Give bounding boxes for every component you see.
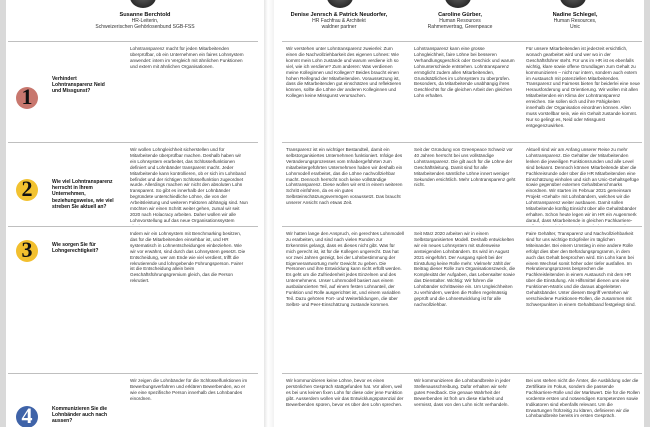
person-org: Rahmenvertrag, Greenpeace	[427, 24, 493, 30]
answer-cell: Indem wir ein Lohnsystem mit Benchmarking besitzen, das für die Mitarbeitenden einsehbar ist, und HR systematisch in Lohnentscheidungen einbeziehen. Wie wir vor erwähnt, sind durch das Lohnsystem gesetzt. Die Entscheidung, wer am Ende wie viel verdient, trifft die rekrutierende und lohngebende Führungsperson. Fairer ist die Entscheidung allein beim Geschäftsführungsgremium gleich, das die Person rekrutiert.	[130, 231, 246, 284]
avatar	[445, 0, 471, 8]
person-org: waldner partner	[321, 24, 357, 30]
persons-header	[0, 0, 650, 40]
answer-cell: Aktuell sind wir am Anfang unserer Reise zu mehr Lohntransparenz. Die Gehälter der Mitarbeitenden lenken die jeweiligen Funktionsrunden und alle Level sind bekannt. Dennoch können Mitarbeitende über die Fachkreisrunde oder über die HR Mitarbeitenden eine Einschätzung einholen und sich an Unic-Gehaltsgefüge sowie gegenüber externen Gehaltsbenchmarks einordnen. Wir starten im Februar 2021 gemeinsam Projekt «Gehalt» mit Lohnbändern, welches wir die Lohntransparenz weiter ausbauen. Damit sollen Mitarbeitende künftig Einsicht über alle Gehaltsbänder erhalten. Schon heute legen wir im HR ein Augenmerk darauf, dass Mitarbeitende in gleichen Fachkarriere-	[526, 147, 639, 223]
answer-cell: Für unsere Mitarbeitenden ist jederzeit ersichtlich, wonach gearbeitet wird und wer wo in der Geschäftsführer steht. Für uns im HR ist es ebenfalls wichtig, klare sowie offene Grundlagen zum Gehalt zu kommunizieren – nicht nur intern, sondern auch extern im Austausch mit potenziellen Mitarbeitenden. Transparenz und Fairness bieten für beiderlei eine neue Herausforderung und Orientierung. Wir wollen mit allen Mitarbeitenden ein Klima der Lohntransparenz erreichen. Sie sollen sich und ihre Fähigkeiten innerhalb der Organisation einordnen können. Allen muss vorstellbar sein, wie ein Gehalt zustande kommt. Nur so gelingt es, Neid oder Missgunst entgegenzuwirken.	[526, 46, 640, 128]
answer-cell: Transparenz ist ein wichtiger Bestandteil, damit ein selbstorganisiertes Unternehmen funktioniert. Infolge des Veränderungsprozesses vom Inhabergeführten zum mitarbeitergeführten Unternehmen haben wir deshalb ein Lohnmodell erarbeitet, das die Löhne nachvollziehbar macht. Dennoch herrscht noch keine vollständige Lohntransparenz. Diese wollen wir erst in einem weiteren Schritt einführen, da es ein gutes Selbsteinschätzungsvermögen voraussetzt. Das braucht unserer Ansicht nach etwas Zeit.	[286, 147, 403, 206]
person-schlegel	[530, 12, 620, 30]
row-number: 2	[21, 176, 33, 201]
answer-cell: Wir wollen Lohngleichheit sicherstellen und für Mitarbeitende überprüfbar machen. Deshalb haben wir ein Lohnsystem erarbeitet, das Schlüsselfunktionen definiert und Lohnbänder transparent macht. Jeder Mitarbeitende kann kontrollieren, ob er sich im Lohnband befindet und der richtigen Schlüsselfunktion zugeordnet wurde. Allerdings machen wir nicht den absoluten Lohn transparent. So gibt es innerhalb der Lohnbänder begründete unterschiedliche Löhne, die von der Arbeitsleistung und weiteren Faktoren abhängig sind. Nun möchten wir einen Schritt weiter gehen, zumal wir seit 2020 nach Holacracy arbeiten. Daher wollen wir alle Lohnvorstellung auf das neue Organisationssystem	[130, 147, 248, 223]
divider	[282, 226, 642, 227]
answer-cell: Wir zeigen die Lohnbänder für die Schlüsselfunktionen im Bewerbungsverfahren und erklären Bewerbenden, wo er wie eine spezifische Person innerhalb des Lohnbandes einordnen.	[130, 378, 248, 401]
answer-cell: Bei uns stehen nicht die Ämter, die Ausbildung oder die Zertifikate im Fokus, sondern die passende Fachkarriere-Rolle und der Marktwert. Die für die Rollen vorderste ersten und notwendigen Kompetenzen sowie Indikatoren sind ebenfalls relevant. Um die Erwartungen frühzeitig zu klären, definieren wir die Lohnbandbreite bereits im ersten Gespräch.	[526, 378, 640, 419]
person-name: Susanne Berchtold	[119, 12, 171, 18]
answer-cell: Wir kommunizieren keine Löhne, bevor es einen persönlichen Gespräch stattgefunden hat. Vor allem, weil es bei uns keinen fixen Lohn für diese oder jene Funktion gibt. Ausserdem wollen wir das Entwicklungspotenzial der Bewerbenden spüren, bevor es über den Lohn sprechen.	[286, 378, 404, 407]
question-label: Kommunizieren Sie die Lohnbänder auch nach aussen?	[52, 406, 108, 425]
row-number: 1	[21, 84, 33, 109]
person-role: Human Resources	[439, 18, 481, 24]
person-name: Nadine Schlegel,	[552, 12, 598, 18]
answer-cell: Wir hatten lange den Anspruch, ein gerechtes Lohnmodell zu erarbeiten, und sind nach vielen Runden zur Erkenntnis gelangt, dass es dieses nicht gibt. Was für mich gerecht ist, ist für die Kollegen ungerecht. Das hat vor zwei Jahren gezeigt, bei der Lohnbestimmung der Eigenverantwortung mehr Gewicht zu geben. Die Personen und ihre Entwicklung kann nicht erfüllt werden. Es geht um die Zufriedenheit jedes Einzelnen und des Unternehmens. Unser Lohnmodell basiert aus einem ausbalancierten Teil, auf einem festen Lohnanteil, der Funktion und Rolle ausgerichtet ist, und einem variablen Teil. Dazu gehören Fort- und Weiterbildungen, die über Selbst- und Peer-Einschätzung zustande kommen.	[286, 231, 404, 307]
person-guerber	[410, 12, 510, 30]
answer-cell: Faire Gehälter, Transparenz und Nachvollziehbarkeit sind für uns wichtige Eckpfeiler im täglichen Miteinander. Bei einem Umstieg in eine andere Rolle erfolgt dies über den Befürdungsprogramm, in dem auch das Gehalt besprochen wird. Ein Lohn kann bei einem Wechsel somit höher oder tiefer ausfallen. Im Rekrutierungsprozess besprechen die Fachkreisleitenden in einem Austausch mit dem HR über die Einstufung. Als Hilfsmittel dienen uns eine Funktionen-Matrix und die daraus abgeleiteten Gehaltsbänder. Unter diesem Begriff verstehen wir verschiedene Funktionen-Rollen, die zusammen mit Schwerpunkten in einem Gehaltsband festgelegt sind.	[526, 231, 636, 307]
row-1	[0, 44, 650, 140]
answer-cell: Lohntransparenz macht für jeden Mitarbeitenden überprüfbar, ob ein Unternehmen ein faires Lohnsystem anwendet: intern im Vergleich mit ähnlichen Funktionen und extern mit ähnlichen Organisationen.	[130, 46, 244, 69]
person-jenrsch-neudorfer	[280, 12, 398, 30]
answer-cell: Wir kommunizieren die Lohnbandbreite in jeder Stellenausschreibung. Dafür erhalten wir sehr gutes Feedback. Die genaue Wahrheit der Bewerbenden ist froh um diese Klarheit und vermisst, dass von den Lohn nicht verhandeln.	[414, 378, 511, 407]
person-role: Human Resources,	[553, 18, 597, 24]
answer-cell: Lohntransparenz kann eine grosse Lohngleichheit, faire Löhne bei besseren Verhandlungsgeschick oder Geschick und warum Lohnunterschiede entstehen. Lohntransparenz ermöglicht zudem allen Mitarbeitenden, Grundsätzliches im Lohnsystem zu überprüfen. Besonders, da Mitarbeitende unabhängig ihres Geschlechts für die gleichen Arbeit den gleichen Lohn erhalten.	[414, 46, 515, 99]
question-label: Wie viel Lohntransparenz herrscht in Ihrem Unternehmen, beziehungsweise, wie viel streben Sie aktuell an?	[52, 179, 114, 210]
row-4	[0, 376, 650, 427]
question-label: Verhindert Lohntransparenz Neid und Missgunst?	[52, 76, 105, 95]
divider	[282, 41, 642, 42]
person-org: Schweizerischen Gehörlosenbund SGB-FSS	[95, 24, 195, 30]
person-org: Unic	[569, 24, 580, 30]
avatar	[130, 0, 156, 8]
person-role: HR Fachfrau & Architekt	[312, 18, 366, 24]
question-label: Wie sorgen Sie für Lohngerechtigkeit?	[52, 242, 99, 255]
divider	[282, 142, 642, 143]
person-name: Caroline Gürber,	[438, 12, 482, 18]
divider	[8, 41, 258, 42]
person-berchtold	[90, 12, 200, 30]
divider	[8, 373, 258, 374]
divider	[282, 373, 642, 374]
row-3	[0, 229, 650, 371]
avatar	[560, 0, 586, 8]
answer-cell: Wir verstehen unter Lohntransparenz zweierlei: Zum einen die Nachvollziehbarkeit des eigenen Lohnes: Wie kommt mein Lohn zustande und warum verdiene ich so viel, wie ich verdiene? Zum anderen: Was verdienen meine Kolleginnen und Kollegen? Beides braucht einen hohen Reifegrad der Mitarbeitenden. Voraussetzung ist, dass die Mitarbeitenden gut einschätzen und reflektieren können, sollte die Löhne der anderen Kolleginnen und Kollegen keine Missgunst verursachen.	[286, 46, 402, 99]
person-role: HR-Leiterin,	[131, 18, 159, 24]
row-2	[0, 145, 650, 225]
answer-cell: Seit März 2020 arbeiten wir in einem Selbstorganisierten Modell. Deshalb entwickelten wir ein neues Lohnsystem mit stufenweise ansteigenden Lohnbändern. Es wird im August 2021 eingeführt. Der Ausgang spielt bei der Einstufung keine Rolle mehr. Vielmehr zählt der Beitrag dieser Rolle zum Organisationszweck, die Komplexität der Aufgaben, das Lebensalter sowie das Dienstalter. Wichtig: Wir führen die Lohnbänder schrittweise ein. Um Ungleichheiten zu verhindern, werden die Rollen regelmässig geprüft und die Lohnentwicklung ist für alle nachvollziehbar.	[414, 231, 516, 307]
answer-cell: Seit der Gründung von Greenpeace Schweiz vor 40 Jahren herrscht bei uns vollständige Lohntransparenz. Die gilt auch für die Löhne der Geschäftsleitung. Damit sind für alle Mitarbeitenden sämtliche Löhne innert weniger Sekunden ersichtlich. Mehr Lohntransparenz geht nicht.	[414, 147, 516, 188]
divider	[8, 142, 258, 143]
person-name: Denise Jenrsch & Patrick Neudorfer,	[290, 12, 388, 18]
row-number: 4	[21, 403, 33, 427]
avatar	[327, 0, 353, 8]
row-number: 3	[21, 237, 33, 262]
divider	[8, 226, 258, 227]
